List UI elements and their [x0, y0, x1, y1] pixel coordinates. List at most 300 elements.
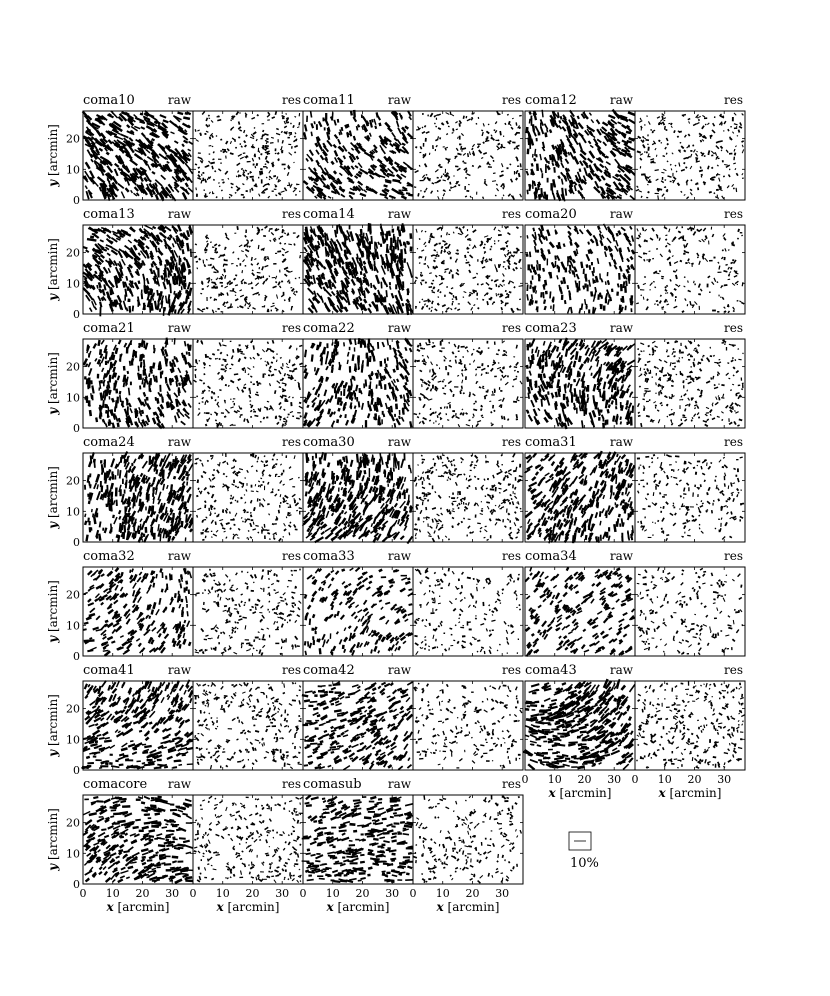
- ellipticity-whisker: [190, 345, 191, 351]
- ellipticity-whisker: [250, 410, 252, 412]
- ellipticity-whisker: [719, 141, 723, 142]
- ellipticity-whisker: [320, 342, 321, 347]
- ellipticity-whisker: [425, 231, 426, 232]
- ellipticity-whisker: [206, 356, 209, 357]
- ellipticity-whisker: [450, 190, 451, 191]
- ellipticity-whisker: [228, 385, 229, 387]
- res-label: res: [282, 207, 301, 221]
- ellipticity-whisker: [203, 383, 205, 384]
- ellipticity-whisker: [132, 281, 133, 285]
- ellipticity-whisker: [488, 348, 489, 349]
- ellipticity-whisker: [210, 242, 212, 243]
- ellipticity-whisker: [498, 143, 500, 144]
- ellipticity-whisker: [553, 298, 554, 302]
- ellipticity-whisker: [152, 263, 153, 267]
- ellipticity-whisker: [463, 283, 465, 284]
- ellipticity-whisker: [164, 307, 165, 311]
- ellipticity-whisker: [429, 420, 430, 421]
- panel-frame: [303, 339, 413, 428]
- ellipticity-whisker: [213, 159, 215, 160]
- ellipticity-whisker: [100, 349, 101, 355]
- ellipticity-whisker: [212, 354, 215, 355]
- ellipticity-whisker: [275, 186, 277, 187]
- ellipticity-whisker: [228, 178, 229, 179]
- ellipticity-whisker: [419, 165, 420, 167]
- ellipticity-whisker: [671, 123, 672, 125]
- ellipticity-whisker: [267, 401, 269, 402]
- ellipticity-whisker: [334, 412, 335, 415]
- ellipticity-whisker: [372, 398, 373, 405]
- ellipticity-whisker: [532, 163, 533, 166]
- ellipticity-whisker: [338, 119, 339, 123]
- ellipticity-whisker: [472, 148, 473, 150]
- ellipticity-whisker: [428, 384, 430, 386]
- ellipticity-whisker: [684, 250, 685, 252]
- ellipticity-whisker: [118, 278, 119, 281]
- ellipticity-whisker: [258, 245, 259, 249]
- ellipticity-whisker: [89, 403, 90, 407]
- ellipticity-whisker: [269, 276, 270, 278]
- ellipticity-whisker: [254, 416, 258, 417]
- ellipticity-whisker: [446, 147, 448, 148]
- ellipticity-whisker: [124, 382, 125, 387]
- ellipticity-whisker: [221, 285, 222, 287]
- ellipticity-whisker: [596, 276, 598, 282]
- ellipticity-whisker: [432, 301, 433, 303]
- ellipticity-whisker: [364, 261, 366, 264]
- ellipticity-whisker: [687, 229, 689, 230]
- ellipticity-whisker: [737, 238, 738, 239]
- ellipticity-whisker: [216, 279, 217, 280]
- raw-label: raw: [387, 321, 411, 335]
- ellipticity-whisker: [239, 122, 240, 125]
- ellipticity-whisker: [441, 246, 442, 249]
- ellipticity-whisker: [204, 195, 205, 197]
- ellipticity-whisker: [270, 177, 271, 178]
- ellipticity-whisker: [235, 192, 236, 193]
- ellipticity-whisker: [407, 393, 409, 399]
- ellipticity-whisker: [189, 269, 190, 273]
- ellipticity-whisker: [505, 291, 506, 292]
- ellipticity-whisker: [410, 390, 412, 396]
- ellipticity-whisker: [697, 117, 698, 118]
- ellipticity-whisker: [268, 184, 270, 185]
- ellipticity-whisker: [437, 266, 438, 268]
- ellipticity-whisker: [582, 304, 583, 310]
- ellipticity-whisker: [420, 343, 421, 346]
- ellipticity-whisker: [730, 137, 731, 140]
- ellipticity-whisker: [241, 283, 242, 284]
- ellipticity-whisker: [383, 236, 385, 244]
- ellipticity-whisker: [300, 255, 301, 258]
- ellipticity-whisker: [212, 146, 213, 147]
- ellipticity-whisker: [234, 374, 238, 375]
- ellipticity-whisker: [350, 392, 351, 399]
- ellipticity-whisker: [737, 136, 738, 137]
- ellipticity-whisker: [109, 114, 112, 116]
- ellipticity-whisker: [517, 308, 519, 310]
- ellipticity-whisker: [263, 130, 264, 132]
- ellipticity-whisker: [440, 292, 441, 293]
- ellipticity-whisker: [462, 148, 466, 149]
- ellipticity-whisker: [223, 359, 227, 360]
- ellipticity-whisker: [466, 170, 467, 173]
- ellipticity-whisker: [275, 112, 276, 115]
- ellipticity-whisker: [115, 407, 116, 412]
- ellipticity-whisker: [421, 272, 422, 273]
- ellipticity-whisker: [643, 136, 644, 138]
- ellipticity-whisker: [425, 125, 426, 127]
- ellipticity-whisker: [415, 360, 416, 363]
- ellipticity-whisker: [570, 186, 572, 191]
- ellipticity-whisker: [447, 232, 448, 235]
- ellipticity-whisker: [276, 129, 278, 130]
- ellipticity-whisker: [696, 183, 697, 184]
- ellipticity-whisker: [157, 398, 158, 404]
- ellipticity-whisker: [332, 384, 334, 387]
- ellipticity-whisker: [368, 223, 369, 231]
- ellipticity-whisker: [605, 246, 606, 250]
- y-axis-var: y: [46, 179, 60, 187]
- ellipticity-whisker: [479, 387, 481, 388]
- ellipticity-whisker: [668, 123, 670, 124]
- ellipticity-whisker: [399, 416, 400, 419]
- ellipticity-whisker: [519, 286, 523, 287]
- ellipticity-whisker: [431, 237, 435, 238]
- ellipticity-whisker: [403, 168, 407, 169]
- ellipticity-whisker: [299, 403, 301, 404]
- ellipticity-whisker: [496, 294, 497, 295]
- ellipticity-whisker: [241, 168, 243, 169]
- ellipticity-whisker: [254, 185, 258, 186]
- ellipticity-whisker: [658, 195, 659, 199]
- ellipticity-whisker: [351, 111, 352, 116]
- ellipticity-whisker: [537, 260, 538, 264]
- ellipticity-whisker: [171, 262, 173, 269]
- field-title: coma10: [83, 93, 135, 108]
- ellipticity-whisker: [498, 240, 499, 241]
- ellipticity-whisker: [289, 360, 290, 364]
- ellipticity-whisker: [342, 127, 343, 131]
- ellipticity-whisker: [431, 233, 432, 236]
- ellipticity-whisker: [391, 238, 392, 247]
- ellipticity-whisker: [153, 293, 154, 297]
- ellipticity-whisker: [527, 235, 528, 238]
- field-title: coma21: [83, 321, 135, 336]
- ellipticity-whisker: [507, 293, 508, 295]
- ellipticity-whisker: [206, 424, 207, 426]
- ellipticity-whisker: [691, 180, 692, 181]
- ellipticity-whisker: [735, 168, 736, 170]
- ellipticity-whisker: [170, 378, 171, 383]
- ellipticity-whisker: [722, 250, 723, 251]
- ellipticity-whisker: [270, 143, 274, 144]
- ellipticity-whisker: [358, 364, 359, 370]
- ellipticity-whisker: [680, 261, 682, 262]
- ellipticity-whisker: [107, 389, 108, 396]
- ellipticity-whisker: [276, 354, 277, 355]
- ellipticity-whisker: [465, 196, 467, 197]
- ellipticity-whisker: [553, 179, 554, 187]
- ellipticity-whisker: [419, 398, 421, 399]
- ellipticity-whisker: [245, 170, 247, 171]
- ellipticity-whisker: [617, 233, 618, 236]
- ellipticity-whisker: [218, 245, 220, 246]
- ellipticity-whisker: [530, 302, 531, 306]
- ellipticity-whisker: [688, 134, 689, 136]
- ellipticity-whisker: [287, 235, 288, 236]
- ellipticity-whisker: [649, 251, 651, 252]
- ellipticity-whisker: [305, 350, 306, 358]
- ellipticity-whisker: [447, 420, 449, 421]
- res-label: res: [724, 93, 743, 107]
- res-label: res: [282, 93, 301, 107]
- ellipticity-whisker: [664, 120, 666, 121]
- ellipticity-whisker: [659, 140, 661, 141]
- ellipticity-whisker: [667, 144, 668, 145]
- ellipticity-whisker: [257, 272, 261, 273]
- ellipticity-whisker: [555, 256, 556, 260]
- ellipticity-whisker: [509, 121, 510, 125]
- ellipticity-whisker: [477, 299, 478, 300]
- ellipticity-whisker: [448, 174, 449, 175]
- ellipticity-whisker: [733, 310, 734, 311]
- ellipticity-whisker: [410, 421, 411, 427]
- ellipticity-whisker: [701, 140, 702, 142]
- ellipticity-whisker: [261, 249, 264, 250]
- ellipticity-whisker: [488, 373, 489, 374]
- ellipticity-whisker: [384, 414, 385, 417]
- ellipticity-whisker: [264, 259, 267, 260]
- ellipticity-whisker: [395, 254, 396, 263]
- raw-label: raw: [609, 93, 633, 107]
- ellipticity-whisker: [257, 381, 258, 383]
- ellipticity-whisker: [665, 287, 667, 288]
- ellipticity-whisker: [357, 254, 358, 259]
- ellipticity-whisker: [420, 191, 421, 192]
- ellipticity-whisker: [247, 246, 248, 248]
- ellipticity-whisker: [255, 411, 256, 413]
- ellipticity-whisker: [100, 302, 101, 307]
- ellipticity-whisker: [233, 288, 234, 291]
- ellipticity-whisker: [273, 357, 274, 359]
- ellipticity-whisker: [397, 255, 398, 259]
- field-title: coma14: [303, 207, 355, 222]
- ellipticity-whisker: [441, 263, 444, 264]
- ellipticity-whisker: [496, 354, 499, 355]
- ellipticity-whisker: [501, 171, 504, 172]
- ellipticity-whisker: [519, 127, 521, 128]
- ellipticity-whisker: [144, 360, 145, 368]
- ellipticity-whisker: [462, 386, 463, 389]
- ellipticity-whisker: [267, 342, 268, 344]
- ellipticity-whisker: [215, 171, 216, 172]
- ellipticity-whisker: [394, 369, 395, 372]
- ellipticity-whisker: [408, 242, 409, 245]
- ellipticity-whisker: [553, 304, 554, 311]
- y-tick-label: 0: [73, 308, 80, 321]
- ellipticity-whisker: [543, 268, 544, 272]
- ellipticity-whisker: [230, 153, 234, 154]
- ellipticity-whisker: [386, 234, 387, 238]
- ellipticity-whisker: [461, 146, 462, 150]
- ellipticity-whisker: [647, 184, 648, 185]
- ellipticity-whisker: [644, 253, 645, 255]
- ellipticity-whisker: [249, 302, 250, 304]
- ellipticity-whisker: [676, 275, 677, 279]
- ellipticity-whisker: [154, 412, 155, 415]
- ellipticity-whisker: [580, 169, 581, 172]
- ellipticity-whisker: [500, 131, 501, 135]
- ellipticity-whisker: [165, 264, 166, 269]
- ellipticity-whisker: [366, 187, 369, 188]
- ellipticity-whisker: [492, 303, 493, 305]
- ellipticity-whisker: [541, 232, 542, 237]
- ellipticity-whisker: [536, 290, 537, 293]
- ellipticity-whisker: [340, 305, 341, 309]
- ellipticity-whisker: [488, 124, 489, 125]
- ellipticity-whisker: [545, 306, 546, 310]
- ellipticity-whisker: [280, 357, 282, 358]
- ellipticity-whisker: [481, 409, 482, 411]
- ellipticity-whisker: [535, 270, 537, 274]
- ellipticity-whisker: [353, 415, 354, 423]
- ellipticity-whisker: [672, 241, 674, 242]
- y-axis-label: [46, 124, 60, 188]
- ellipticity-whisker: [734, 149, 735, 152]
- ellipticity-whisker: [469, 264, 470, 266]
- ellipticity-whisker: [429, 273, 432, 274]
- ellipticity-whisker: [682, 115, 686, 116]
- ellipticity-whisker: [426, 174, 427, 175]
- ellipticity-whisker: [282, 229, 283, 233]
- ellipticity-whisker: [156, 376, 157, 383]
- ellipticity-whisker: [534, 181, 535, 186]
- ellipticity-whisker: [155, 301, 156, 310]
- ellipticity-whisker: [501, 379, 502, 381]
- coma21-res-panel: [193, 339, 303, 428]
- ellipticity-whisker: [643, 297, 644, 300]
- ellipticity-whisker: [651, 129, 652, 131]
- ellipticity-whisker: [416, 130, 419, 131]
- ellipticity-whisker: [561, 116, 562, 119]
- ellipticity-whisker: [531, 264, 532, 269]
- ellipticity-whisker: [233, 401, 234, 402]
- ellipticity-whisker: [237, 226, 238, 230]
- ellipticity-whisker: [295, 136, 296, 137]
- ellipticity-whisker: [550, 291, 551, 298]
- ellipticity-whisker: [224, 269, 225, 273]
- ellipticity-whisker: [510, 124, 511, 125]
- ellipticity-whisker: [166, 359, 167, 365]
- ellipticity-whisker: [215, 400, 216, 401]
- ellipticity-whisker: [618, 284, 619, 288]
- ellipticity-whisker: [183, 249, 184, 254]
- ellipticity-whisker: [277, 153, 279, 155]
- ellipticity-whisker: [492, 181, 496, 182]
- coma11-res-panel: [413, 111, 523, 200]
- ellipticity-whisker: [535, 286, 536, 291]
- ellipticity-whisker: [530, 252, 531, 258]
- ellipticity-whisker: [444, 406, 445, 408]
- ellipticity-whisker: [725, 311, 726, 312]
- panel-frame: [193, 111, 303, 200]
- ellipticity-whisker: [122, 401, 123, 406]
- ellipticity-whisker: [377, 252, 378, 259]
- ellipticity-whisker: [429, 153, 430, 155]
- ellipticity-whisker: [666, 190, 668, 191]
- ellipticity-whisker: [332, 342, 333, 345]
- coma11-raw-panel: [303, 110, 415, 200]
- ellipticity-whisker: [318, 394, 319, 397]
- ellipticity-whisker: [179, 387, 180, 393]
- ellipticity-whisker: [408, 195, 413, 196]
- ellipticity-whisker: [118, 376, 120, 380]
- ellipticity-whisker: [347, 360, 348, 364]
- ellipticity-whisker: [137, 263, 138, 267]
- ellipticity-whisker: [359, 401, 360, 407]
- ellipticity-whisker: [197, 340, 198, 343]
- ellipticity-whisker: [363, 360, 364, 364]
- ellipticity-whisker: [532, 300, 533, 304]
- ellipticity-whisker: [273, 176, 276, 177]
- ellipticity-whisker: [141, 362, 142, 368]
- ellipticity-whisker: [116, 348, 117, 354]
- ellipticity-whisker: [519, 173, 520, 177]
- ellipticity-whisker: [722, 123, 723, 125]
- ellipticity-whisker: [611, 253, 613, 257]
- ellipticity-whisker: [182, 383, 183, 388]
- ellipticity-whisker: [157, 290, 158, 296]
- ellipticity-whisker: [231, 116, 233, 117]
- ellipticity-whisker: [594, 280, 595, 283]
- ellipticity-whisker: [313, 298, 314, 301]
- ellipticity-whisker: [561, 281, 562, 284]
- ellipticity-whisker: [240, 408, 241, 410]
- ellipticity-whisker: [166, 296, 167, 304]
- ellipticity-whisker: [236, 176, 237, 177]
- ellipticity-whisker: [253, 345, 254, 349]
- ellipticity-whisker: [187, 243, 188, 251]
- ellipticity-whisker: [235, 285, 238, 286]
- ellipticity-whisker: [256, 392, 258, 393]
- ellipticity-whisker: [242, 270, 243, 273]
- ellipticity-whisker: [262, 229, 263, 230]
- ellipticity-whisker: [670, 279, 671, 281]
- coma14-res-panel: [413, 225, 523, 314]
- ellipticity-whisker: [565, 176, 566, 179]
- ellipticity-whisker: [737, 301, 739, 302]
- ellipticity-whisker: [414, 187, 416, 188]
- ellipticity-whisker: [438, 128, 441, 129]
- ellipticity-whisker: [262, 135, 263, 138]
- ellipticity-whisker: [547, 129, 548, 132]
- ellipticity-whisker: [97, 285, 98, 289]
- ellipticity-whisker: [694, 281, 695, 283]
- ellipticity-whisker: [90, 237, 94, 238]
- ellipticity-whisker: [220, 352, 221, 354]
- ellipticity-whisker: [482, 130, 483, 131]
- ellipticity-whisker: [646, 140, 650, 141]
- ellipticity-whisker: [534, 158, 535, 161]
- ellipticity-whisker: [495, 195, 496, 196]
- ellipticity-whisker: [661, 278, 663, 279]
- ellipticity-whisker: [293, 397, 294, 398]
- ellipticity-whisker: [437, 178, 439, 179]
- ellipticity-whisker: [450, 182, 451, 185]
- ellipticity-whisker: [391, 406, 392, 413]
- ellipticity-whisker: [449, 272, 450, 274]
